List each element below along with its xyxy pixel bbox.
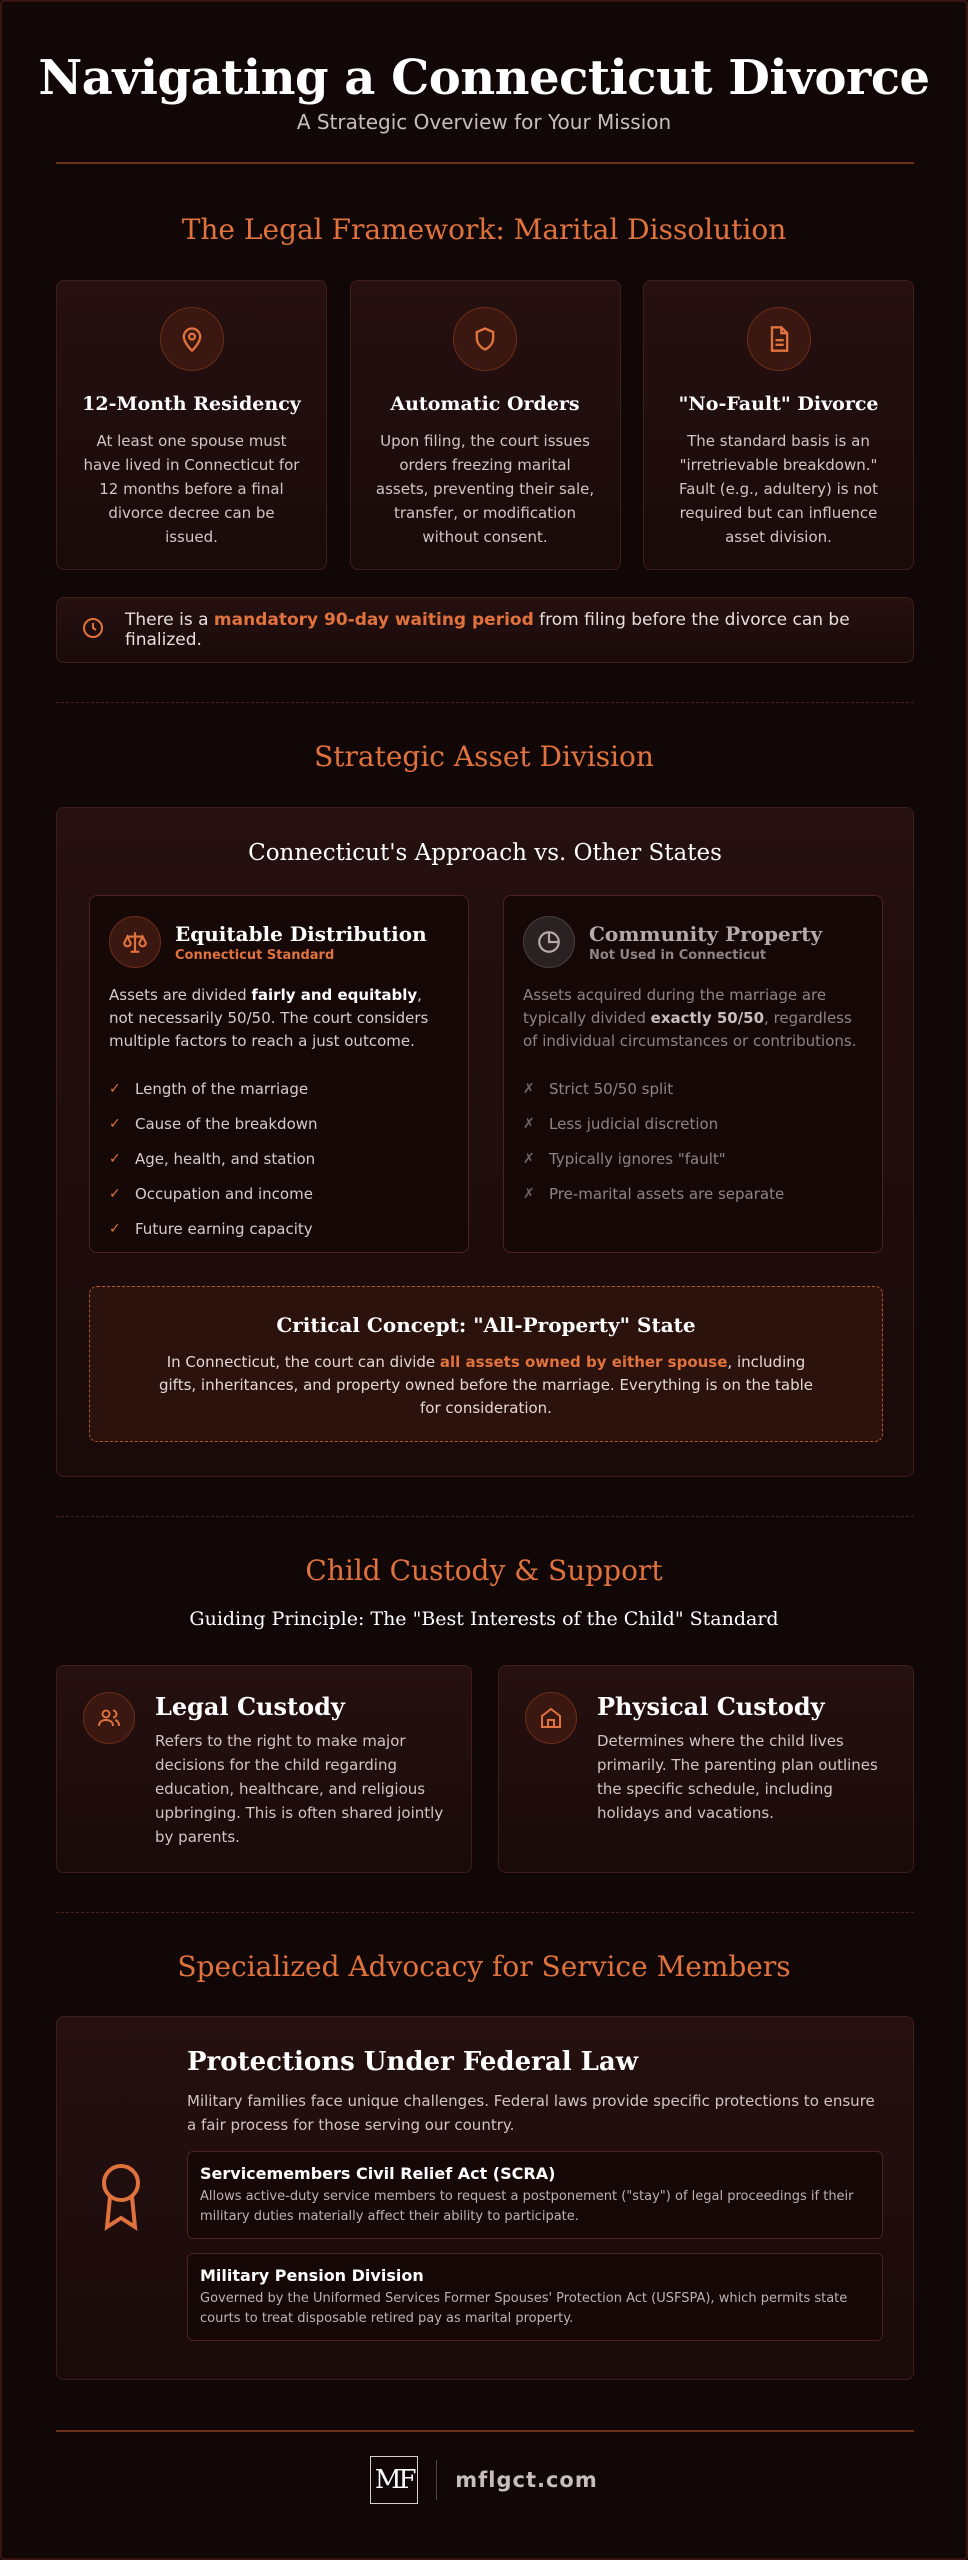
award-icon [97, 2163, 145, 2235]
check-icon: ✓ [109, 1185, 121, 1202]
list-item [523, 1106, 863, 1141]
service-member-panel [56, 2016, 914, 2380]
physical-custody-card [498, 1665, 914, 1873]
community-desc-post: , regardless of individual circumstances or contributions. [523, 1009, 857, 1050]
scra-text: Allows active-duty service members to request a postponement ("stay") of legal proceedings if their military duties materially affect their ability to participate. [200, 2189, 854, 2224]
framework-cards [56, 280, 914, 570]
section-divider [56, 702, 914, 703]
x-icon: ✗ [523, 1150, 535, 1167]
website-link[interactable]: mflgct.com [455, 2468, 598, 2492]
community-property-card [503, 895, 883, 1253]
waiting-text-pre: There is a [125, 610, 214, 630]
comparison-row [89, 895, 883, 1253]
critical-text-post: , including gifts, inheritances, and property owned before the marriage. Everything is on the table for consideration. [158, 1353, 814, 1417]
equitable-distribution-card [89, 895, 469, 1253]
list-item [109, 1141, 449, 1176]
equitable-desc-pre: Assets are divided [109, 986, 252, 1004]
no-fault-text: The standard basis is an "irretrievable breakdown." Fault (e.g., adultery) is not required but can influence asset division. [679, 432, 878, 546]
scales-icon [109, 916, 161, 968]
waiting-text-post: from filing before the divorce can be finalized. [125, 610, 850, 650]
community-desc-bold: exactly 50/50 [650, 1009, 765, 1027]
list-item [523, 1176, 863, 1211]
list-item [109, 1211, 449, 1246]
x-icon: ✗ [523, 1115, 535, 1132]
equitable-desc-bold: fairly and equitably [251, 986, 418, 1004]
check-icon: ✓ [109, 1220, 121, 1237]
firm-logo [370, 2456, 418, 2504]
custody-section-title: Child Custody & Support [305, 1554, 663, 1587]
community-desc-pre: Assets acquired during the marriage are typically divided [523, 986, 827, 1027]
no-fault-title: "No-Fault" Divorce [678, 393, 879, 415]
custody-cards [56, 1665, 914, 1873]
factor-label: Cause of the breakdown [135, 1114, 318, 1133]
feature-label: Typically ignores "fault" [549, 1149, 726, 1168]
header [2, 2, 966, 134]
legal-custody-text: Refers to the right to make major decisions for the child regarding education, healthcare, and religious upbringing. This is often shared jointly by parents. [155, 1732, 444, 1846]
community-description [523, 984, 863, 1053]
waiting-period-banner [56, 597, 914, 663]
waiting-text-highlight: mandatory 90-day waiting period [213, 610, 534, 630]
pension-text: Governed by the Uniformed Services Former Spouses' Protection Act (USFSPA), which permits state courts to treat disposable retired pay as marital property. [200, 2291, 848, 2326]
scra-title: Servicemembers Civil Relief Act (SCRA) [200, 2164, 556, 2183]
map-pin-icon [160, 307, 224, 371]
legal-custody-card [56, 1665, 472, 1873]
clock-icon [81, 616, 105, 644]
physical-custody-text: Determines where the child lives primarily. The parenting plan outlines the specific schedule, including holidays and vacations. [597, 1732, 878, 1822]
automatic-orders-title: Automatic Orders [390, 393, 580, 415]
page-subtitle: A Strategic Overview for Your Mission [296, 110, 672, 134]
custody-subtitle: Guiding Principle: The "Best Interests of the Child" Standard [189, 1608, 779, 1630]
community-subtitle: Not Used in Connecticut [589, 947, 767, 963]
automatic-orders-card [350, 280, 621, 570]
asset-division-panel [56, 807, 914, 1477]
factor-label: Occupation and income [135, 1184, 313, 1203]
page-title: Navigating a Connecticut Divorce [38, 50, 930, 106]
pie-chart-icon [523, 916, 575, 968]
equitable-title: Equitable Distribution [175, 921, 427, 946]
factor-label: Future earning capacity [135, 1219, 313, 1238]
critical-title: Critical Concept: "All-Property" State [276, 1313, 696, 1337]
shield-icon [453, 307, 517, 371]
footer-separator [436, 2460, 437, 2500]
users-icon [83, 1692, 135, 1744]
factor-label: Length of the marriage [135, 1079, 309, 1098]
residency-card [56, 280, 327, 570]
section-divider [56, 1912, 914, 1913]
list-item [109, 1106, 449, 1141]
section-divider [56, 1516, 914, 1517]
residency-title: 12-Month Residency [82, 393, 301, 415]
critical-text [148, 1351, 824, 1420]
equitable-factors-list [109, 1071, 449, 1246]
equitable-subtitle: Connecticut Standard [175, 947, 335, 963]
critical-text-highlight: all assets owned by either spouse [439, 1353, 728, 1371]
legal-custody-title: Legal Custody [155, 1692, 345, 1721]
footer-divider [56, 2430, 914, 2432]
check-icon: ✓ [109, 1150, 121, 1167]
framework-section-title: The Legal Framework: Marital Dissolution [181, 213, 787, 246]
scra-card [187, 2151, 883, 2239]
service-intro: Military families face unique challenges. Federal laws provide specific protections to ensure a fair process for those serving our country. [187, 2092, 875, 2134]
check-icon: ✓ [109, 1115, 121, 1132]
no-fault-card [643, 280, 914, 570]
x-icon: ✗ [523, 1185, 535, 1202]
service-section-title: Specialized Advocacy for Service Members [177, 1950, 791, 1983]
logo-text: MF [374, 2465, 414, 2495]
equitable-description [109, 984, 449, 1053]
list-item [109, 1071, 449, 1106]
automatic-orders-text: Upon filing, the court issues orders freezing marital assets, preventing their sale, transfer, or modification without consent. [375, 432, 595, 546]
document-icon [747, 307, 811, 371]
feature-label: Strict 50/50 split [549, 1079, 674, 1098]
factor-label: Age, health, and station [135, 1149, 316, 1168]
service-heading: Protections Under Federal Law [187, 2047, 639, 2077]
community-features-list [523, 1071, 863, 1211]
critical-concept-callout [89, 1286, 883, 1442]
residency-text: At least one spouse must have lived in Connecticut for 12 months before a final divorce decree can be issued. [83, 432, 300, 546]
feature-label: Pre-marital assets are separate [549, 1184, 785, 1203]
feature-label: Less judicial discretion [549, 1114, 719, 1133]
home-icon [525, 1692, 577, 1744]
check-icon: ✓ [109, 1080, 121, 1097]
waiting-period-text [125, 610, 913, 650]
equitable-desc-post: , not necessarily 50/50. The court considers multiple factors to reach a just outcome. [109, 986, 429, 1050]
assets-section-title: Strategic Asset Division [314, 740, 654, 773]
list-item [523, 1141, 863, 1176]
assets-heading: Connecticut's Approach vs. Other States [248, 840, 722, 866]
critical-text-pre: In Connecticut, the court can divide [166, 1353, 440, 1371]
header-divider [56, 162, 914, 164]
list-item [109, 1176, 449, 1211]
community-title: Community Property [589, 921, 823, 946]
footer [2, 2456, 966, 2504]
physical-custody-title: Physical Custody [597, 1692, 825, 1721]
x-icon: ✗ [523, 1080, 535, 1097]
pension-division-card [187, 2253, 883, 2341]
list-item [523, 1071, 863, 1106]
pension-title: Military Pension Division [200, 2266, 424, 2285]
